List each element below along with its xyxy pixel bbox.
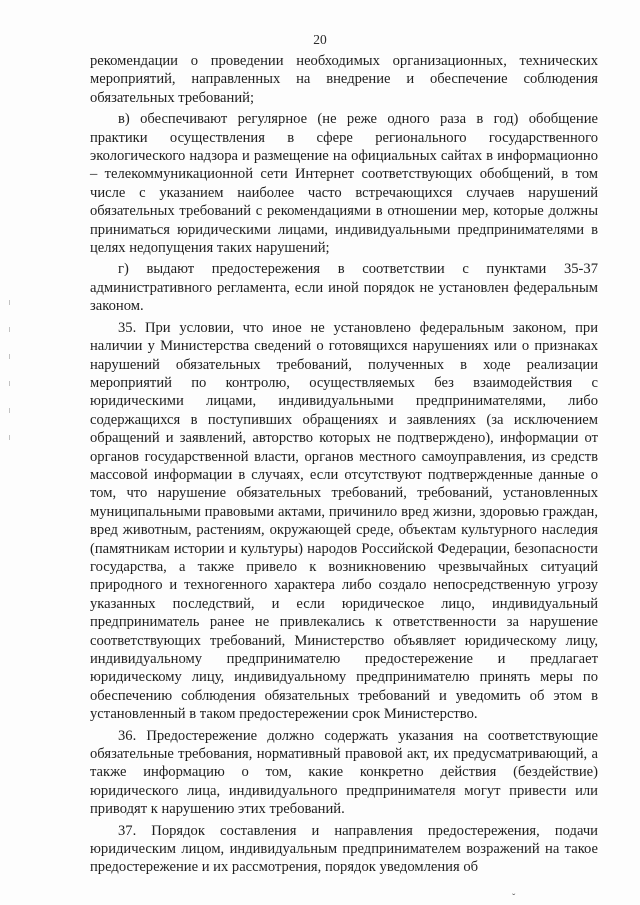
document-body — [90, 52, 598, 877]
binding-mark — [9, 300, 10, 305]
binding-mark — [9, 408, 10, 413]
binding-mark — [9, 327, 10, 332]
paragraph-36: 36. Предостережение должно содержать указания на соответствующие обязательные требования, нормативный правовой акт, их предусматривающий, а также информацию о том, какие конкретно действия (бездействие) юридического лица, индивидуального предпринимателя могут привести или приводят к нарушению этих требований. — [90, 727, 598, 818]
scan-artifact-mark: ˇ — [512, 893, 516, 904]
paragraph-37: 37. Порядок составления и направления предостережения, подачи юридическим лицом, индивидуальным предпринимателем возражений на такое предостережение и их рассмотрения, порядок уведомления об — [90, 822, 598, 876]
binding-mark — [9, 381, 10, 386]
binding-mark — [9, 354, 10, 359]
page-number: 20 — [313, 32, 327, 47]
paragraph-continuation: рекомендации о проведении необходимых организационных, технических мероприятий, направленных на внедрение и обеспечение соблюдения обязательных требований; — [90, 53, 598, 106]
paragraph-35: 35. При условии, что иное не установлено федеральным законом, при наличии у Министерства сведений о готовящихся нарушениях или о признаках нарушений обязательных требований, полученных в ходе реализации мероприятий по контролю, осуществляемых без взаимодействия с юридическими лицами, индивидуальными предпринимателями, либо содержащихся в поступивших обращениях и заявлениях (за исключением обращений и заявлений, авторство которых не подтверждено), информации от органов государственной власти, органов местного самоуправления, из средств массовой информации в случаях, если отсутствуют подтвержденные данные о том, что нарушение обязательных требований, требований, установленных муниципальными правовыми актами, причинило вред жизни, здоровью граждан, вред животным, растениям, окружающей среде, объектам культурного наследия (памятникам истории и культуры) народов Российской Федерации, безопасности государства, а также привело к возникновению чрезвычайных ситуаций природного и техногенного характера либо создало непосредственную угрозу указанных последствий, и если юридическое лицо, индивидуальный предприниматель ранее не привлекались к ответственности за нарушение соответствующих требований, Министерство объявляет юридическому лицу, индивидуальному предпринимателю предостережение и предлагает юридическому лицу, индивидуальному предпринимателю принять меры по обеспечению соблюдения обязательных требований и уведомить об этом в установленный в таком предостережении срок Министерство. — [90, 319, 598, 723]
paragraph-item-v: в) обеспечивают регулярное (не реже одного раза в год) обобщение практики осуществления в сфере регионального государственного экологического надзора и размещение на официальных сайтах в информационно – телекоммуникационной сети Интернет соответствующих обобщений, в том числе с указанием наиболее часто встречающихся случаев нарушений обязательных требований с рекомендациями в отношении мер, которые должны приниматься юридическими лицами, индивидуальными предпринимателями в целях недопущения таких нарушений; — [90, 111, 598, 257]
binding-mark — [9, 435, 10, 440]
margin-binding-marks — [8, 300, 12, 470]
paragraph-item-g: г) выдают предостережения в соответствии с пунктами 35-37 административного регламента, если иной порядок не установлен федеральным законом. — [90, 261, 598, 315]
